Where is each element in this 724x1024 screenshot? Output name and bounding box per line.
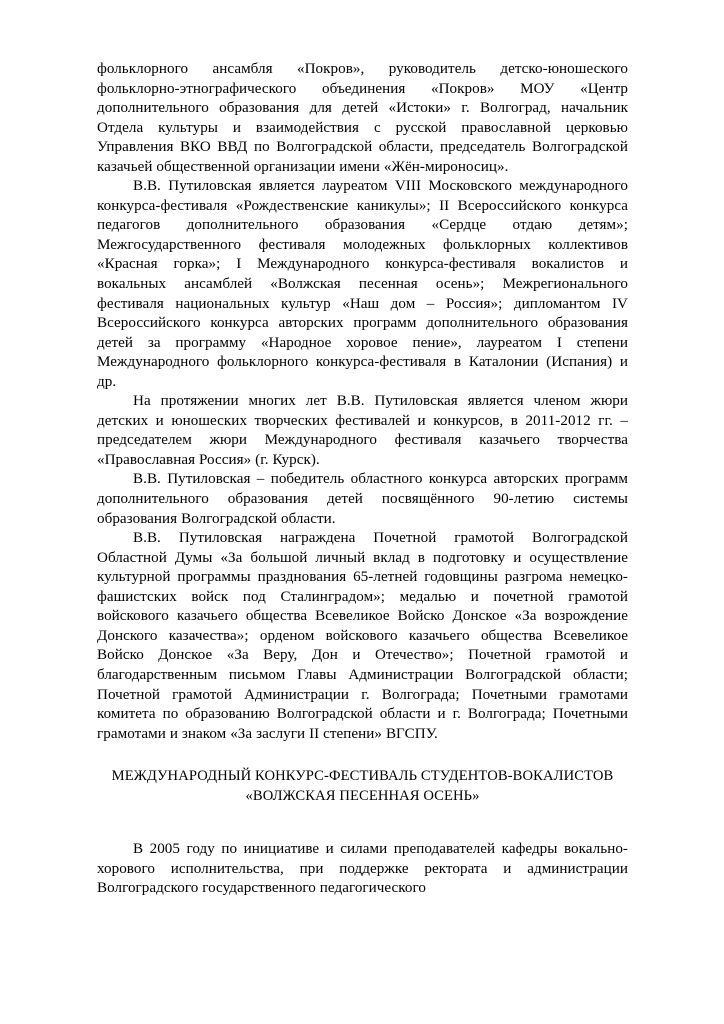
section-heading-line-2: «ВОЛЖСКАЯ ПЕСЕННАЯ ОСЕНЬ» <box>245 788 480 805</box>
page-text-column <box>97 60 628 899</box>
section-heading-line-1: МЕЖДУНАРОДНЫЙ КОНКУРС-ФЕСТИВАЛЬ СТУДЕНТОВ-ВОКАЛИСТОВ <box>111 768 614 785</box>
paragraph-laureate: В.В. Путиловская является лауреатом VIII Московского международного конкурса-фестиваля «Рождественские каникулы»; II Всероссийского конкурса педагогов дополнительного образования «Сердце отдаю детям»; Межгосударственного фестиваля молодежных фольклорных коллективов «Красная горка»; I Международного конкурса-фестиваля вокалистов и вокальных ансамблей «Волжская песенная осень»; Межрегионального фестиваля национальных культур «Наш дом – Россия»; дипломантом IV Всероссийского конкурса авторских программ дополнительного образования детей за программу «Народное хоровое пение», лауреатом I степени Международного фольклорного конкурса-фестиваля в Каталонии (Испания) и др. <box>97 178 628 390</box>
heading-bottom-spacer <box>97 806 628 840</box>
paragraph-folklore-ensemble: фольклорного ансамбля «Покров», руководитель детско-юношеского фольклорно-этнографического объединения «Покров» МОУ «Центр дополнительного образования для детей «Истоки» г. Волгоград, начальник Отдела культуры и взаимодействия с русской православной церковью Управления ВКО ВВД по Волгоградской области, председатель Волгоградской казачьей общественной организации имени «Жён-мироносиц». <box>97 61 628 175</box>
paragraph-2005-origin: В 2005 году по инициативе и силами преподавателей кафедры вокально-хорового исполнительства, при поддержке ректората и администрации Волгоградского государственного педагогического <box>97 841 628 897</box>
paragraph-awards: В.В. Путиловская награждена Почетной грамотой Волгоградской Областной Думы «За большой личный вклад в подготовку и осуществление культурной программы празднования 65-летней годовщины разгрома немецко-фашистских войск под Сталинградом»; медалью и почетной грамотой войскового казачьего общества Всевеликое Войско Донское «За возрождение Донского казачества»; орденом войскового казачьего общества Всевеликое Войско Донское «За Веру, Дон и Отечество»; Почетной грамотой и благодарственным письмом Главы Администрации Волгоградской области; Почетной грамотой Администрации г. Волгограда; Почетными грамотами комитета по образованию Волгоградской области и г. Волгограда; Почетными грамотами и знаком «За заслуги II степени» ВГСПУ. <box>97 530 628 742</box>
section-heading <box>97 766 628 806</box>
paragraph-jury-member: На протяжении многих лет В.В. Путиловская является членом жюри детских и юношеских творческих фестивалей и конкурсов, в 2011-2012 гг. – председателем жюри Международного фестиваля казачьего творчества «Православная Россия» (г. Курск). <box>97 393 628 468</box>
paragraph-winner: В.В. Путиловская – победитель областного конкурса авторских программ дополнительного образования детей посвящённого 90-летию системы образования Волгоградской области. <box>97 471 628 527</box>
